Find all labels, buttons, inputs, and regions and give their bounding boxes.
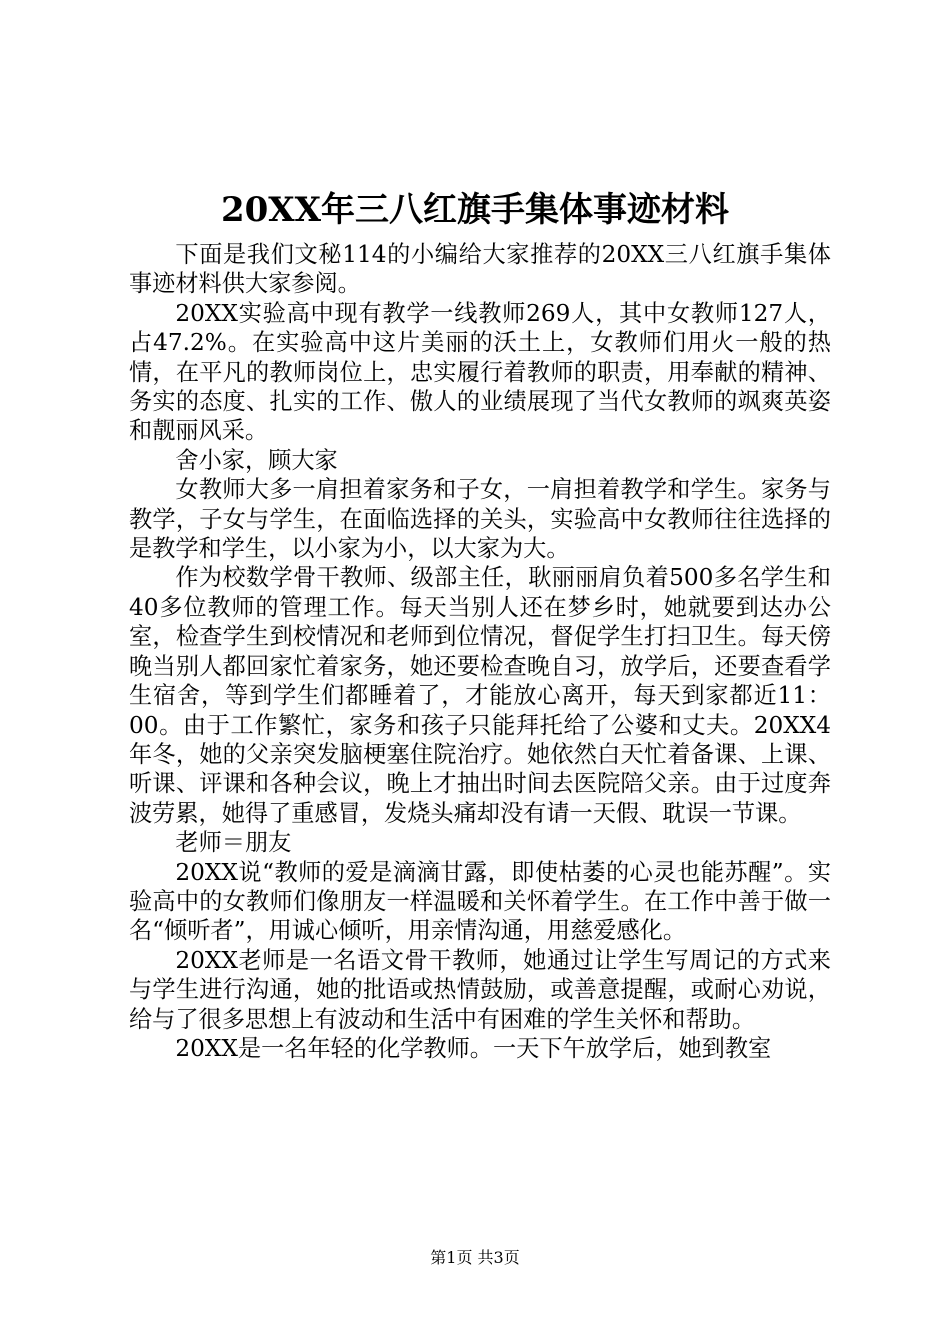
section-heading-family: 舍小家，顾大家 — [175, 446, 338, 474]
document-title: 20XX年三八红旗手集体事迹材料 — [220, 190, 730, 230]
paragraph-geng-lili: 作为校数学骨干教师、级部主任，耿丽丽肩负着500多名学生和40多位教师的管理工作。每天当别人还在梦乡时，她就要到达办公室，检查学生到校情况和老师到位情况，督促学生打扫卫生。每天傍晚当别人都回家忙着家务，她还要检查晚自习，放学后，还要查看学生宿舍，等到学生们都睡着了，才能放心离开，每天到家都近11：00。由于工作繁忙，家务和孩子只能拜托给了公婆和丈夫。20XX4年冬，她的父亲突发脑梗塞住院治疗。她依然白天忙着备课、上课、听课、评课和各种会议，晚上才抽出时间去医院陪父亲。由于过度奔波劳累，她得了重感冒，发烧头痛却没有请一天假、耽误一节课。 — [129, 564, 831, 827]
section-heading-teacher-friend: 老师＝朋友 — [175, 829, 292, 857]
paragraph-teacher-love: 20XX说“教师的爱是滴滴甘露，即使枯萎的心灵也能苏醒”。实验高中的女教师们像朋友一样温暖和关怀着学生。在工作中善于做一名“倾听者”，用诚心倾听，用亲情沟通，用慈爱感化。 — [129, 858, 831, 945]
paragraph-family-choice: 女教师大多一肩担着家务和子女，一肩担着教学和学生。家务与教学，子女与学生，在面临选择的关头，实验高中女教师往往选择的是教学和学生，以小家为小，以大家为大。 — [129, 476, 831, 563]
paragraph-chinese-teacher: 20XX老师是一名语文骨干教师，她通过让学生写周记的方式来与学生进行沟通，她的批语或热情鼓励，或善意提醒，或耐心劝说，给与了很多思想上有波动和生活中有困难的学生关怀和帮助。 — [129, 946, 831, 1033]
paragraph-overview: 20XX实验高中现有教学一线教师269人，其中女教师127人，占47.2%。在实验高中这片美丽的沃土上，女教师们用火一般的热情，在平凡的教师岗位上，忠实履行着教师的职责，用奉献的精神、务实的态度、扎实的工作、傲人的业绩展现了当代女教师的飒爽英姿和靓丽风采。 — [129, 299, 831, 445]
paragraph-intro: 下面是我们文秘114的小编给大家推荐的20XX三八红旗手集体事迹材料供大家参阅。 — [129, 241, 831, 298]
document-body — [129, 240, 831, 1063]
paragraph-chemistry-teacher: 20XX是一名年轻的化学教师。一天下午放学后，她到教室 — [175, 1034, 772, 1062]
page-footer: 第1页 共3页 — [430, 1248, 520, 1267]
